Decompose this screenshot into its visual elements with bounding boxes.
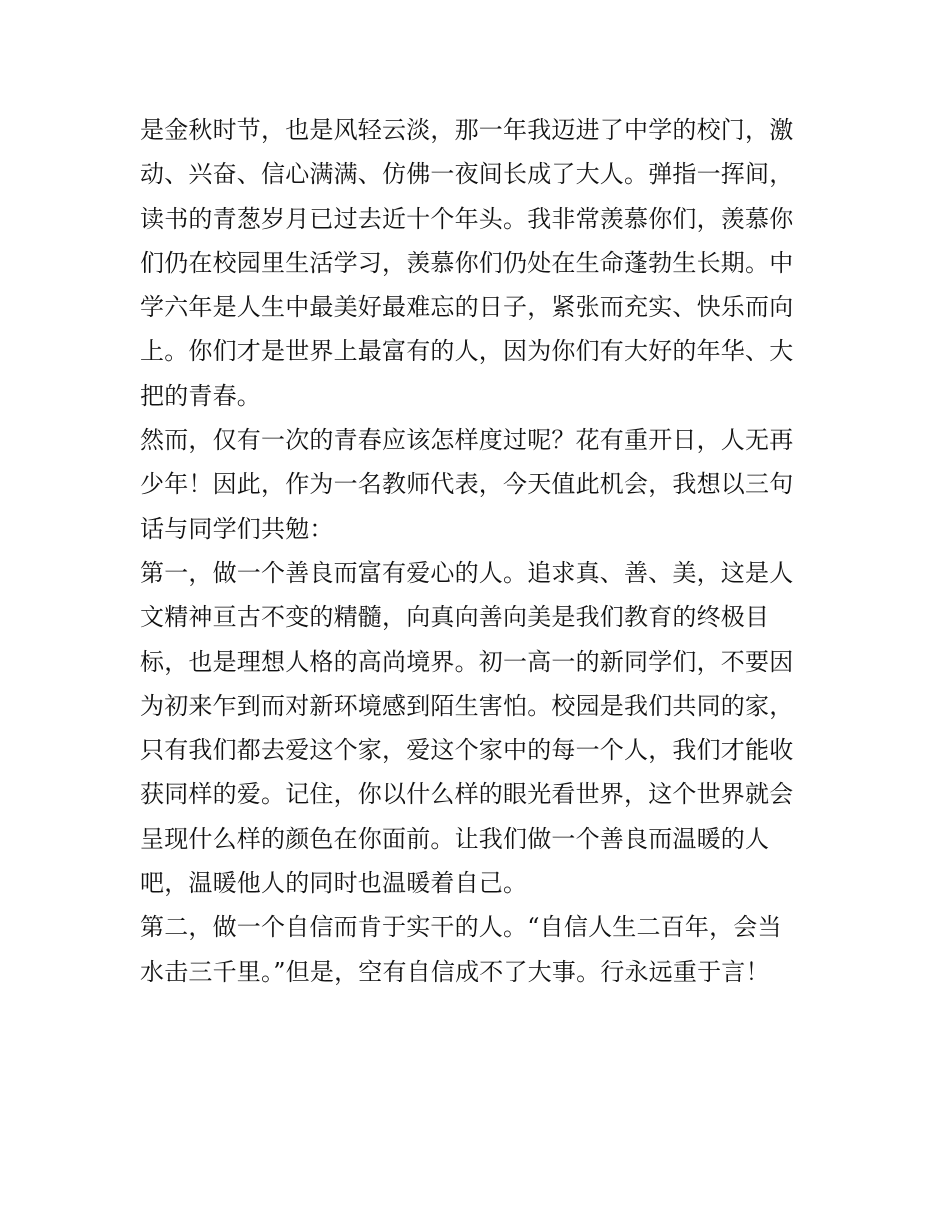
text-line: 们仍在校园里生活学习，羡慕你们仍处在生命蓬勃生长期。中	[140, 248, 794, 277]
text-line: 把的青春。	[140, 381, 261, 410]
text-line: 标，也是理想人格的高尚境界。初一高一的新同学们，不要因	[140, 647, 794, 676]
text-line: 学六年是人生中最美好最难忘的日子，紧张而充实、快乐而向	[140, 293, 794, 322]
text-line: 文精神亘古不变的精髓，向真向善向美是我们教育的终极目	[140, 603, 770, 632]
text-line: 获同样的爱。记住，你以什么样的眼光看世界，这个世界就会	[140, 780, 794, 809]
text-line: 话与同学们共勉：	[140, 514, 334, 543]
text-line: 第一，做一个善良而富有爱心的人。追求真、善、美，这是人	[140, 558, 794, 587]
text-line: 为初来乍到而对新环境感到陌生害怕。校园是我们共同的家，	[140, 691, 794, 720]
text-line: 然而，仅有一次的青春应该怎样度过呢？花有重开日，人无再	[140, 426, 794, 455]
text-line: 读书的青葱岁月已过去近十个年头。我非常羡慕你们，羡慕你	[140, 204, 794, 233]
text-line: 动、兴奋、信心满满、仿佛一夜间长成了大人。弹指一挥间，	[140, 160, 794, 189]
text-line: 少年！因此，作为一名教师代表，今天值此机会，我想以三句	[140, 470, 794, 499]
text-line: 吧，温暖他人的同时也温暖着自己。	[140, 869, 528, 898]
text-line: 上。你们才是世界上最富有的人，因为你们有大好的年华、大	[140, 337, 794, 366]
text-line: 水击三千里。”但是，空有自信成不了大事。行永远重于言！	[140, 957, 770, 986]
text-line: 呈现什么样的颜色在你面前。让我们做一个善良而温暖的人	[140, 824, 770, 853]
text-line: 第二，做一个自信而肯于实干的人。“自信人生二百年，会当	[140, 913, 782, 942]
speech-text	[140, 108, 830, 994]
text-line: 是金秋时节，也是风轻云淡，那一年我迈进了中学的校门，激	[140, 116, 794, 144]
text-line: 只有我们都去爱这个家，爱这个家中的每一个人，我们才能收	[140, 736, 794, 765]
